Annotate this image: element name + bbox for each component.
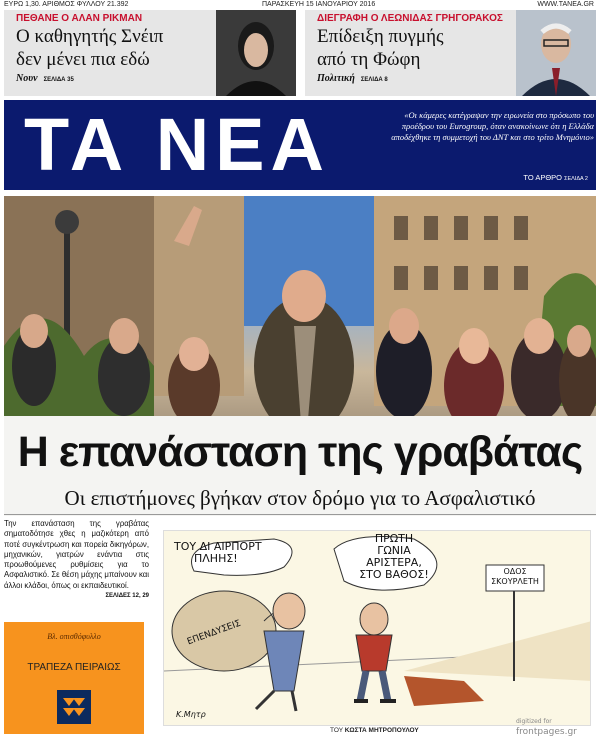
bubble-right-line3: ΑΡΙΣΤΕΡΑ, xyxy=(366,556,422,569)
street-sign-line1: ΟΔΟΣ xyxy=(503,567,527,576)
bank-logo-icon xyxy=(57,690,91,724)
credit-name: ΚΩΣΤΑ ΜΗΤΡΟΠΟΥΛΟΥ xyxy=(344,727,419,734)
teaser-kicker: ΔΙΕΓΡΑΦΗ Ο ΛΕΩΝΙΔΑΣ ΓΡΗΓΟΡΑΚΟΣ xyxy=(317,13,503,24)
teaser-rickman[interactable] xyxy=(4,10,296,96)
editorial-quote: «Οι κάμερες κατέγραψαν την ειρωνεία στο πρόσωπο του προέδρου του Eurogroup, όταν ανακοίνωνε ότι η Ελλάδα αποδέχθηκε τη συμμετοχή του ΔΝΤ και στο τρίτο Μνημόνιο» xyxy=(391,110,594,142)
bubble-left-line2: ΠΛΗΗΣ! xyxy=(194,552,238,565)
piraeus-bank-ad[interactable] xyxy=(4,622,144,734)
teaser-headline-line1: Επίδειξη πυγμής xyxy=(317,26,444,47)
editorial-ref-label: ΤΟ ΑΡΘΡΟ xyxy=(523,173,562,182)
rickman-portrait xyxy=(216,10,296,96)
main-subhead: Οι επιστήμονες βγήκαν στον δρόμο για το Ασφαλιστικό xyxy=(64,486,536,510)
lead-text: Την επανάσταση της γραβάτας σηματοδότησε χθες η μαζικότερη από ποτέ συγκέντρωση και πορεία δικηγόρων, μηχανικών, γιατρών ενάντια στις προωθούμενες ρυθμίσεις για το Ασφαλιστικό. Σε θέση μάχης μπαίνουν και άλλοι κλάδοι, όπως οι εκπαιδευτικοί. xyxy=(4,519,149,590)
teaser-headline-line2: δεν μένει πια εδώ xyxy=(16,49,150,70)
cartoonist-signature: Κ.Μητρ xyxy=(176,710,206,719)
teaser-section-ref xyxy=(317,73,517,84)
price-info: ΕΥΡΩ 1,30. ΑΡΙΘΜΟΣ ΦΥΛΛΟΥ 21.392 xyxy=(4,1,129,8)
watermark-line2: frontpages.gr xyxy=(516,727,577,737)
watermark-line1: digitized for xyxy=(516,718,552,725)
bubble-right-line1: ΠΡΩΤΗ xyxy=(374,532,414,545)
teaser-page: ΣΕΛΙΔΑ 35 xyxy=(43,77,74,83)
editorial-ref xyxy=(523,173,588,182)
street-sign-line2: ΣΚΟΥΡΛΕΤΗ xyxy=(491,577,539,586)
divider xyxy=(4,514,596,515)
lead-paragraph xyxy=(4,519,149,601)
bubble-left-line1: ΤΟΥ ΔΙ ΑΙΡΠΟΡΤ xyxy=(174,540,262,553)
grigorakos-portrait xyxy=(516,10,596,96)
teaser-page: ΣΕΛΙΔΑ 8 xyxy=(360,77,388,83)
street-sign xyxy=(488,567,542,587)
main-headline[interactable]: Η επανάσταση της γραβάτας xyxy=(17,428,583,476)
teaser-headline-line2: από τη Φώφη xyxy=(317,49,421,70)
credit-prefix: ΤΟΥ xyxy=(330,727,343,734)
issue-date: ΠΑΡΑΣΚΕΥΗ 15 ΙΑΝΟΥΑΡΙΟΥ 2016 xyxy=(262,1,376,8)
teaser-grigorakos[interactable] xyxy=(305,10,596,96)
masthead xyxy=(4,100,596,190)
ad-kicker: Βλ. οπισθόφυλλο xyxy=(47,632,101,641)
speech-bubble-right xyxy=(354,533,434,581)
sack-label: ΕΠΕΝΔΥΣΕΙΣ xyxy=(185,618,243,648)
cartoon-credit xyxy=(330,727,419,734)
bubble-right-line2: ΓΩΝΙΑ xyxy=(377,544,411,557)
watermark xyxy=(516,717,577,737)
teaser-section: Πολιτική xyxy=(317,73,355,84)
teaser-headline-line1: Ο καθηγητής Σνέιπ xyxy=(16,26,164,47)
teaser-section-ref xyxy=(16,73,216,84)
protest-photo xyxy=(4,196,596,516)
lead-pages: ΣΕΛΙΔΕΣ 12, 29 xyxy=(105,593,149,600)
top-info-line xyxy=(0,0,600,10)
editorial-ref-page: ΣΕΛΙΔΑ 2 xyxy=(564,176,588,182)
teaser-kicker: ΠΕΘΑΝΕ Ο ΑΛΑΝ ΡΙΚΜΑΝ xyxy=(16,13,143,24)
site-url[interactable]: WWW.TANEA.GR xyxy=(537,1,594,8)
ad-bank-name: ΤΡΑΠΕΖΑ ΠΕΙΡΑΙΩΣ xyxy=(27,662,121,673)
newspaper-logo[interactable]: ΤΑ ΝΕΑ xyxy=(24,103,330,186)
bubble-right-line4: ΣΤΟ ΒΑΘΟΣ! xyxy=(359,568,429,581)
teaser-section: Νουν xyxy=(16,73,38,84)
speech-bubble-left xyxy=(174,541,262,565)
political-cartoon xyxy=(163,530,591,726)
